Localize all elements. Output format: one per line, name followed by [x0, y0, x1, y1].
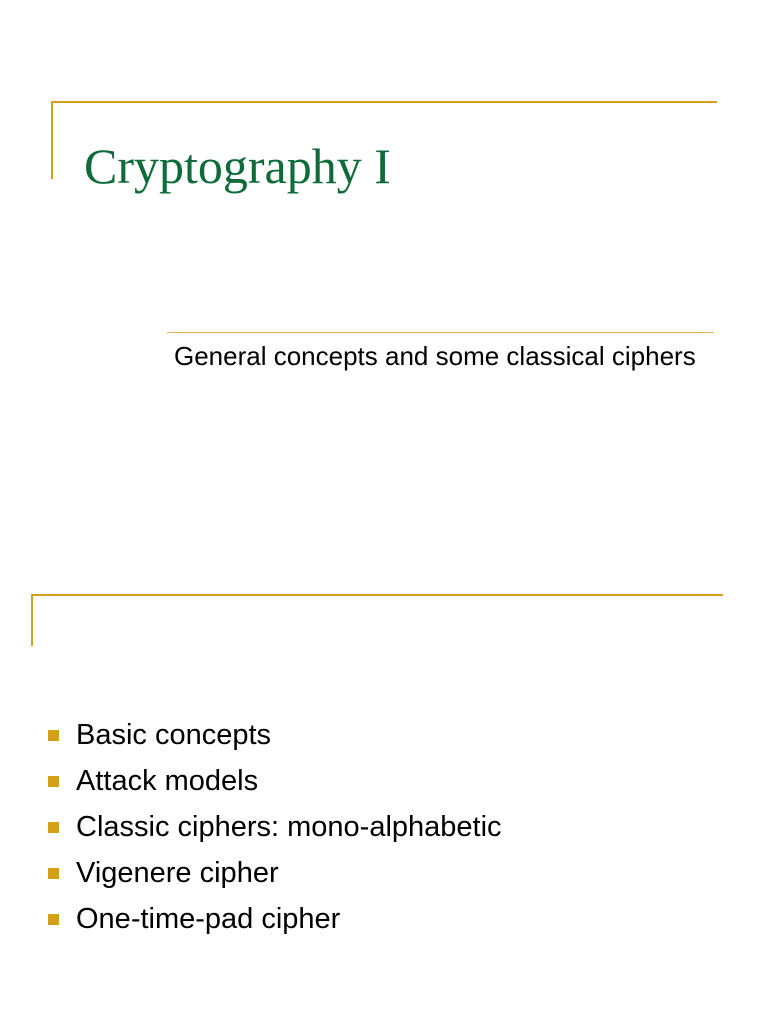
bullet-item	[48, 896, 502, 942]
bullet-text: Attack models	[76, 765, 259, 797]
slide-title: Cryptography I	[84, 138, 391, 194]
title-frame-top-rule	[51, 101, 717, 103]
bullet-item	[48, 712, 502, 758]
bullet-text: One-time-pad cipher	[76, 903, 341, 935]
bullet-item	[48, 758, 502, 804]
outline-bullet-list	[48, 712, 502, 942]
title-frame-left-rule	[51, 101, 53, 179]
square-bullet-icon	[48, 822, 59, 833]
square-bullet-icon	[48, 914, 59, 925]
bullet-text: Basic concepts	[76, 719, 272, 751]
bullet-text: Vigenere cipher	[76, 857, 279, 889]
square-bullet-icon	[48, 776, 59, 787]
bullet-item	[48, 850, 502, 896]
square-bullet-icon	[48, 868, 59, 879]
outline-slide	[0, 560, 768, 1024]
outline-frame-left-rule	[31, 594, 33, 646]
slide-subtitle: General concepts and some classical ciphers	[174, 341, 696, 371]
bullet-text: Classic ciphers: mono-alphabetic	[76, 811, 502, 843]
subtitle-rule	[167, 332, 714, 333]
outline-frame-top-rule	[31, 594, 723, 596]
square-bullet-icon	[48, 730, 59, 741]
bullet-item	[48, 804, 502, 850]
